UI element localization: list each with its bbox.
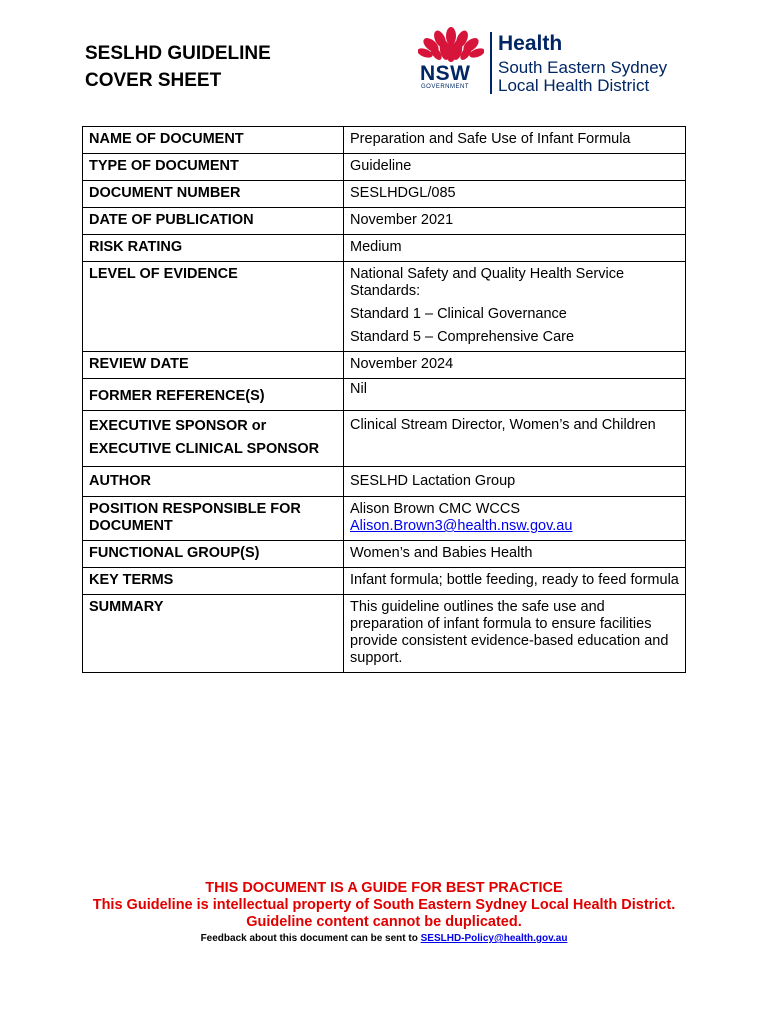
row-value: Medium bbox=[344, 235, 686, 262]
table-row bbox=[83, 208, 686, 235]
page-title bbox=[85, 40, 271, 94]
sponsor-label-line: EXECUTIVE SPONSOR or bbox=[89, 418, 267, 434]
row-value: November 2021 bbox=[344, 208, 686, 235]
title-line-1: SESLHD GUIDELINE bbox=[85, 43, 271, 64]
table-row bbox=[83, 467, 686, 497]
nsw-health-logo bbox=[418, 26, 688, 98]
footer-property-notice: This Guideline is intellectual property of South Eastern Sydney Local Health District. bbox=[92, 897, 676, 913]
row-value: November 2024 bbox=[344, 352, 686, 379]
sponsor-label-line: EXECUTIVE CLINICAL SPONSOR bbox=[89, 441, 320, 457]
waratah-icon bbox=[418, 26, 484, 64]
table-row bbox=[83, 181, 686, 208]
table-row bbox=[83, 235, 686, 262]
government-wordmark: GOVERNMENT bbox=[421, 84, 470, 90]
row-label: FUNCTIONAL GROUP(S) bbox=[83, 541, 344, 568]
logo-divider bbox=[490, 32, 492, 94]
table-row bbox=[83, 411, 686, 467]
row-value: Infant formula; bottle feeding, ready to feed formula bbox=[344, 568, 686, 595]
table-row bbox=[83, 595, 686, 673]
table-row bbox=[83, 352, 686, 379]
title-line-2: COVER SHEET bbox=[85, 70, 222, 91]
row-label: SUMMARY bbox=[83, 595, 344, 673]
footer-duplication-notice: Guideline content cannot be duplicated. bbox=[246, 914, 522, 930]
row-value: Nil bbox=[344, 379, 686, 411]
footer-notice bbox=[82, 880, 686, 944]
row-label: KEY TERMS bbox=[83, 568, 344, 595]
row-value: SESLHDGL/085 bbox=[344, 181, 686, 208]
row-label: LEVEL OF EVIDENCE bbox=[83, 262, 344, 352]
evidence-line: Standard 1 – Clinical Governance bbox=[350, 306, 567, 322]
footer-best-practice: THIS DOCUMENT IS A GUIDE FOR BEST PRACTICE bbox=[205, 880, 563, 896]
table-row bbox=[83, 154, 686, 181]
row-label bbox=[83, 411, 344, 467]
table-row bbox=[83, 379, 686, 411]
row-label: POSITION RESPONSIBLE FOR DOCUMENT bbox=[83, 497, 344, 541]
row-value: Clinical Stream Director, Women’s and Children bbox=[344, 411, 686, 467]
table-row bbox=[83, 127, 686, 154]
nsw-waratah-logo bbox=[418, 26, 486, 98]
row-label: TYPE OF DOCUMENT bbox=[83, 154, 344, 181]
position-name: Alison Brown CMC WCCS bbox=[350, 501, 520, 517]
row-value bbox=[344, 262, 686, 352]
row-label: NAME OF DOCUMENT bbox=[83, 127, 344, 154]
row-label: AUTHOR bbox=[83, 467, 344, 497]
table-row bbox=[83, 497, 686, 541]
logo-district-line-2: Local Health District bbox=[498, 76, 650, 95]
footer-feedback bbox=[82, 933, 686, 944]
row-label: REVIEW DATE bbox=[83, 352, 344, 379]
table-row bbox=[83, 568, 686, 595]
row-value: SESLHD Lactation Group bbox=[344, 467, 686, 497]
cover-sheet-table bbox=[82, 126, 686, 673]
row-label: RISK RATING bbox=[83, 235, 344, 262]
table-row bbox=[83, 541, 686, 568]
logo-health-text: Health bbox=[498, 32, 563, 55]
row-value: This guideline outlines the safe use and preparation of infant formula to ensure facilities provide consistent evidence-based education and support. bbox=[344, 595, 686, 673]
table-row bbox=[83, 262, 686, 352]
evidence-line: Standard 5 – Comprehensive Care bbox=[350, 329, 575, 345]
logo-district-line-1: South Eastern Sydney bbox=[498, 58, 668, 77]
row-label: DATE OF PUBLICATION bbox=[83, 208, 344, 235]
author-email-link[interactable]: Alison.Brown3@health.nsw.gov.au bbox=[350, 518, 573, 534]
nsw-wordmark: NSW bbox=[420, 62, 471, 85]
evidence-line: National Safety and Quality Health Service Standards: bbox=[350, 266, 625, 299]
row-label: FORMER REFERENCE(S) bbox=[83, 379, 344, 411]
row-value: Guideline bbox=[344, 154, 686, 181]
row-label: DOCUMENT NUMBER bbox=[83, 181, 344, 208]
feedback-email-link[interactable]: SESLHD-Policy@health.gov.au bbox=[420, 933, 568, 944]
row-value: Women’s and Babies Health bbox=[344, 541, 686, 568]
row-value bbox=[344, 497, 686, 541]
row-value: Preparation and Safe Use of Infant Formula bbox=[344, 127, 686, 154]
feedback-text: Feedback about this document can be sent to bbox=[200, 933, 421, 944]
